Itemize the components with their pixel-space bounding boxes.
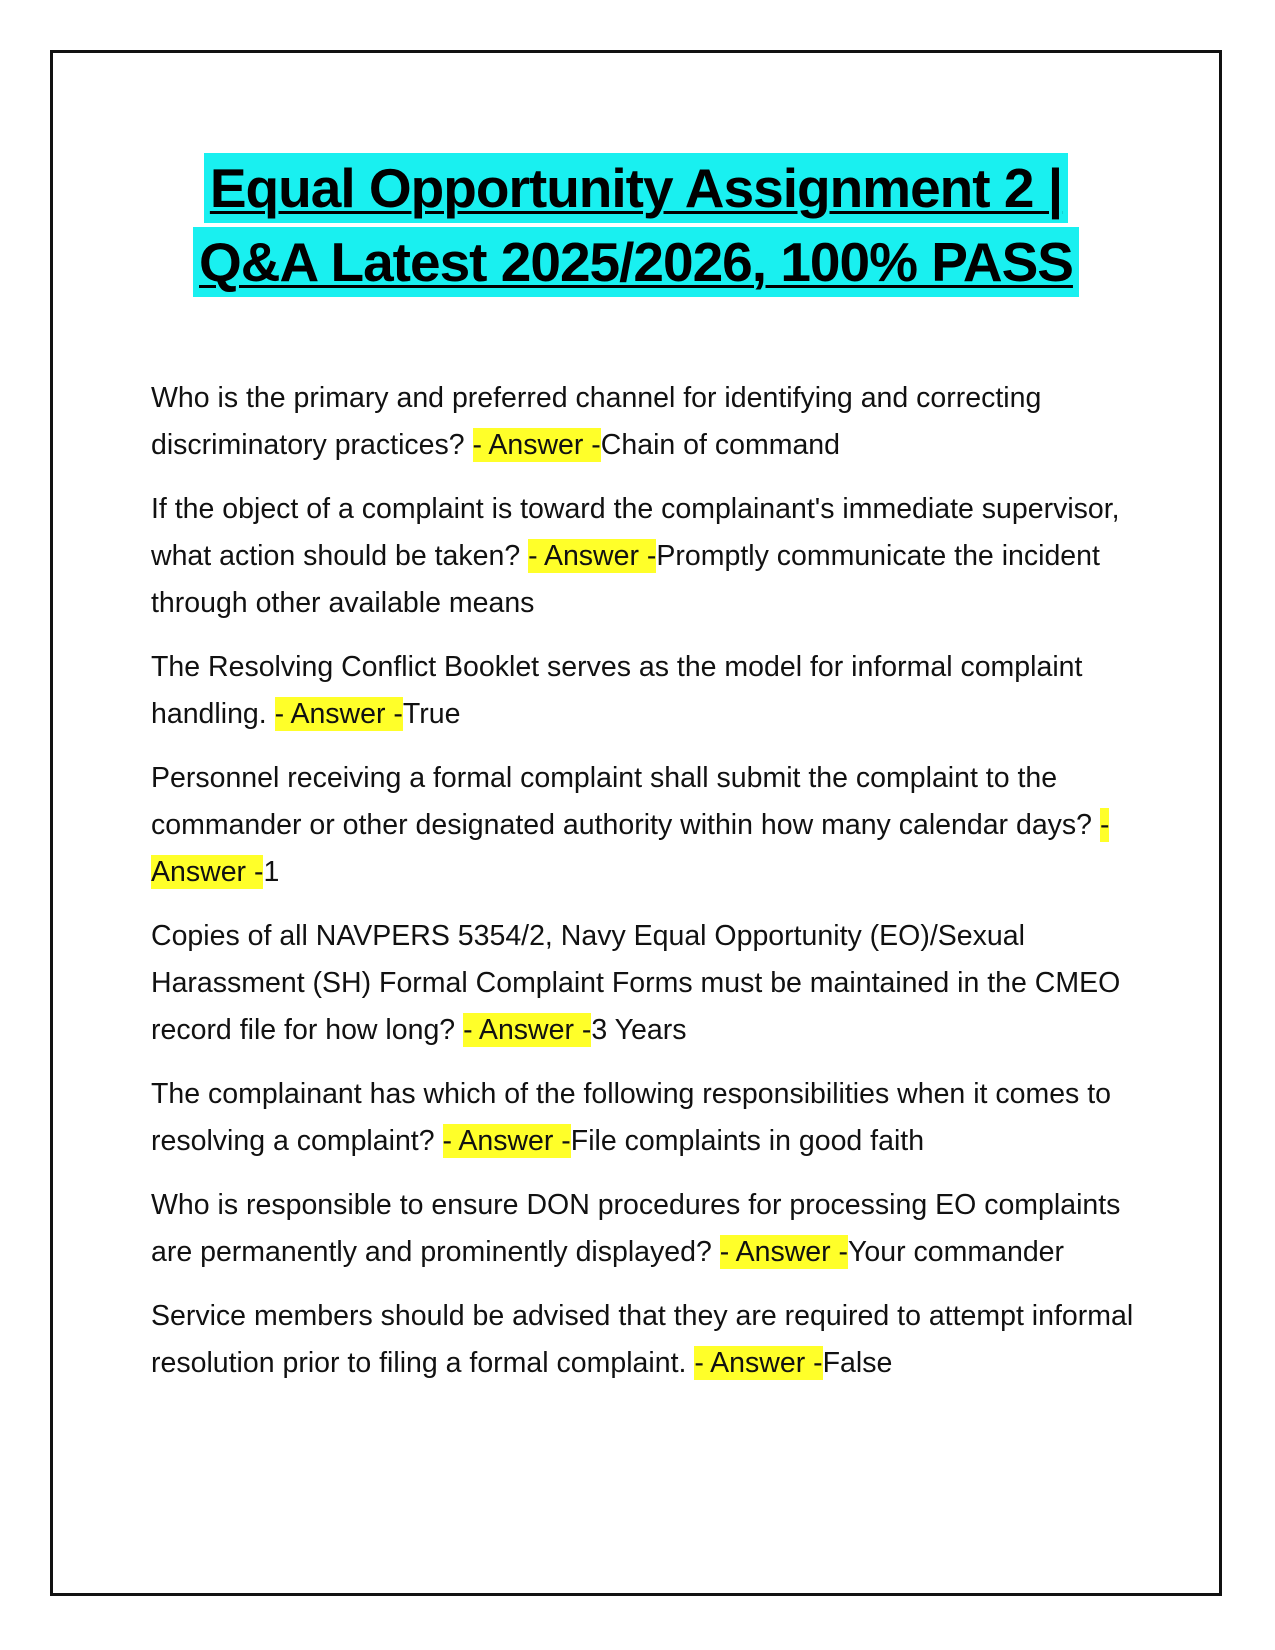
answer-marker: - Answer - (463, 1014, 592, 1046)
qa-item (151, 644, 1151, 738)
answer-marker: - Answer - (442, 1125, 571, 1157)
answer-text: 3 Years (591, 1014, 687, 1046)
answer-text: Chain of command (600, 429, 840, 461)
answer-text: Your commander (848, 1236, 1065, 1268)
question-text: Who is responsible to ensure DON procedures for processing EO complaints are permanently and prominently displayed? (151, 1189, 1121, 1268)
answer-text: True (402, 698, 461, 730)
question-text: The complainant has which of the following responsibilities when it comes to resolving a complaint? (151, 1078, 1111, 1157)
question-text: Copies of all NAVPERS 5354/2, Navy Equal Opportunity (EO)/Sexual Harassment (SH) Formal Complaint Forms must be maintained in the CMEO record file for how long? (151, 920, 1121, 1046)
answer-marker: - Answer - (472, 429, 601, 461)
answer-marker: - Answer - (719, 1236, 849, 1268)
answer-text: Promptly communicate the incident through other available means (151, 540, 1100, 619)
qa-list (151, 375, 1151, 1404)
question-text: The Resolving Conflict Booklet serves as the model for informal complaint handling. (151, 651, 1083, 730)
question-text: Personnel receiving a formal complaint shall submit the complaint to the commander or other designated authority within how many calendar days? (151, 762, 1100, 841)
question-text: If the object of a complaint is toward the complainant's immediate supervisor, what action should be taken? (151, 493, 1120, 572)
qa-item (151, 1182, 1151, 1276)
qa-item (151, 755, 1151, 896)
qa-item (151, 913, 1151, 1054)
answer-text: File complaints in good faith (570, 1125, 925, 1157)
answer-text: 1 (263, 856, 280, 888)
page-frame (50, 50, 1222, 1596)
qa-item (151, 1293, 1151, 1387)
title-line-2: Q&A Latest 2025/2026, 100% PASS (193, 227, 1079, 297)
qa-item (151, 1071, 1151, 1165)
answer-text: False (822, 1347, 893, 1379)
question-text: Service members should be advised that they are required to attempt informal resolution prior to filing a formal complaint. (151, 1300, 1134, 1379)
title-block (53, 153, 1219, 301)
title-line-1: Equal Opportunity Assignment 2 | (204, 153, 1068, 223)
answer-marker: - Answer - (151, 809, 1110, 888)
answer-marker: - Answer - (528, 540, 657, 572)
qa-item (151, 486, 1151, 627)
answer-marker: - Answer - (694, 1347, 823, 1379)
question-text: Who is the primary and preferred channel for identifying and correcting discriminatory practices? (151, 382, 1042, 461)
answer-marker: - Answer - (274, 698, 403, 730)
qa-item (151, 375, 1151, 469)
